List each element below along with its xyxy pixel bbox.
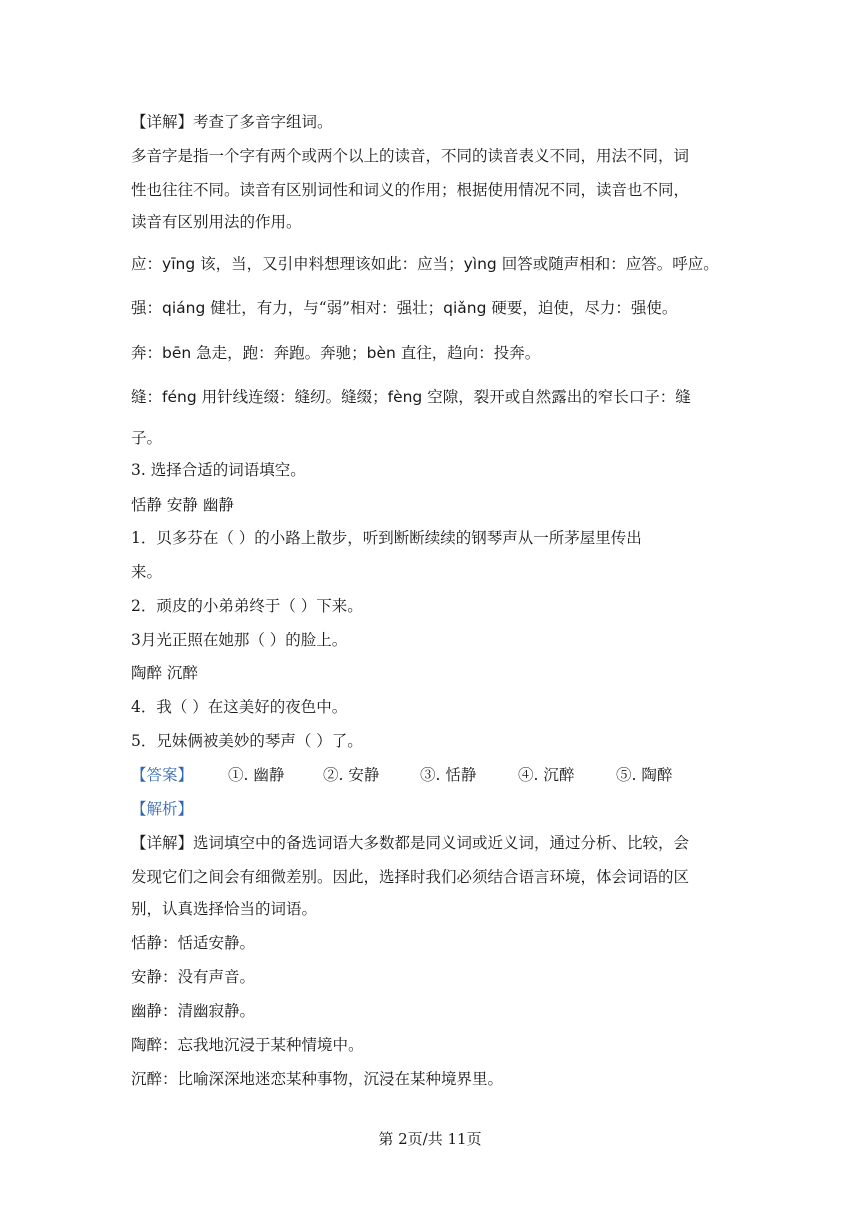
word-choices-1: 恬静 安静 幽静 — [131, 496, 234, 514]
answer-item: ①. 幽静 — [228, 766, 285, 784]
paragraph-line: 子。 — [131, 429, 163, 447]
paragraph-line: 【详解】选词填空中的备选词语大多数都是同义词或近义词，通过分析、比较，会 — [131, 834, 690, 852]
question-item-3: 3月光正照在她那（ ）的脸上。 — [131, 631, 348, 649]
analysis-label: 【解析】 — [131, 800, 194, 818]
entry-text: 空隙，裂开或自然露出的窄长口子：缝 — [422, 388, 691, 406]
answer-item: ②. 安静 — [323, 766, 380, 784]
question-item-1-cont: 来。 — [131, 563, 163, 581]
pinyin: qiáng — [162, 299, 206, 317]
definition-line: 陶醉：忘我地沉浸于某种情境中。 — [131, 1036, 364, 1054]
answer-line — [131, 764, 672, 786]
paragraph-line: 读音有区别用法的作用。 — [131, 213, 302, 231]
paragraph-line: 多音字是指一个字有两个或两个以上的读音，不同的读音表义不同，用法不同，词 — [131, 147, 690, 165]
entry-text: 急走，跑：奔跑。奔驰； — [191, 344, 367, 362]
pinyin-entry-ying — [131, 253, 719, 275]
entry-text: 回答或随声相和：应答。呼应。 — [496, 255, 719, 273]
entry-text: 健壮，有力，与“弱”相对：强壮； — [205, 299, 444, 317]
question-item-1: 1．贝多芬在（ ）的小路上散步，听到断断续续的钢琴声从一所茅屋里传出 — [131, 529, 642, 547]
pinyin: bèn — [366, 344, 396, 362]
definition-line: 幽静：清幽寂静。 — [131, 1002, 256, 1020]
entry-text: 直往，趋向：投奔。 — [395, 344, 541, 362]
question-item-4: 4．我（ ）在这美好的夜色中。 — [131, 698, 348, 716]
paragraph-line: 发现它们之间会有细微差别。因此，选择时我们必须结合语言环境，体会词语的区 — [131, 868, 690, 886]
definition-line: 恬静：恬适安静。 — [131, 934, 256, 952]
answer-item: ⑤. 陶醉 — [616, 766, 673, 784]
entry-text: 该，当，又引申料想理该如此：应当； — [195, 255, 464, 273]
word-choices-2: 陶醉 沉醉 — [131, 664, 198, 682]
definition-line: 安静：没有声音。 — [131, 968, 256, 986]
entry-char: 缝： — [131, 388, 163, 406]
entry-text: 用针线连缀：缝纫。缝缀； — [196, 388, 388, 406]
paragraph-line: 性也往往不同。读音有区别词性和词义的作用；根据使用情况不同，读音也不同， — [131, 181, 690, 199]
pinyin-entry-qiang — [131, 297, 677, 319]
entry-char: 奔： — [131, 344, 163, 362]
question-item-5: 5．兄妹俩被美妙的琴声（ ）了。 — [131, 732, 363, 750]
answer-item: ③. 恬静 — [420, 766, 477, 784]
detail-heading: 【详解】考查了多音字组词。 — [131, 113, 333, 131]
answer-item: ④. 沉醉 — [518, 766, 575, 784]
pinyin: yìng — [463, 255, 497, 273]
pinyin: fèng — [387, 388, 423, 406]
paragraph-line: 别，认真选择恰当的词语。 — [131, 900, 318, 918]
pinyin-entry-ben — [131, 342, 540, 364]
entry-char: 强： — [131, 299, 163, 317]
pinyin: yīng — [162, 255, 196, 273]
question-title: 3. 选择合适的词语填空。 — [131, 461, 306, 479]
pinyin: féng — [162, 388, 197, 406]
pinyin: qiǎng — [443, 299, 487, 317]
definition-line: 沉醉：比喻深深地迷恋某种事物，沉浸在某种境界里。 — [131, 1070, 504, 1088]
pinyin: bēn — [162, 344, 192, 362]
question-item-2: 2．顽皮的小弟弟终于（ ）下来。 — [131, 597, 363, 615]
answer-label: 【答案】 — [131, 766, 194, 784]
entry-text: 硬要，迫使，尽力：强使。 — [486, 299, 678, 317]
entry-char: 应： — [131, 255, 163, 273]
pinyin-entry-feng — [131, 386, 691, 408]
page-footer: 第 2页/共 11页 — [378, 1130, 482, 1148]
